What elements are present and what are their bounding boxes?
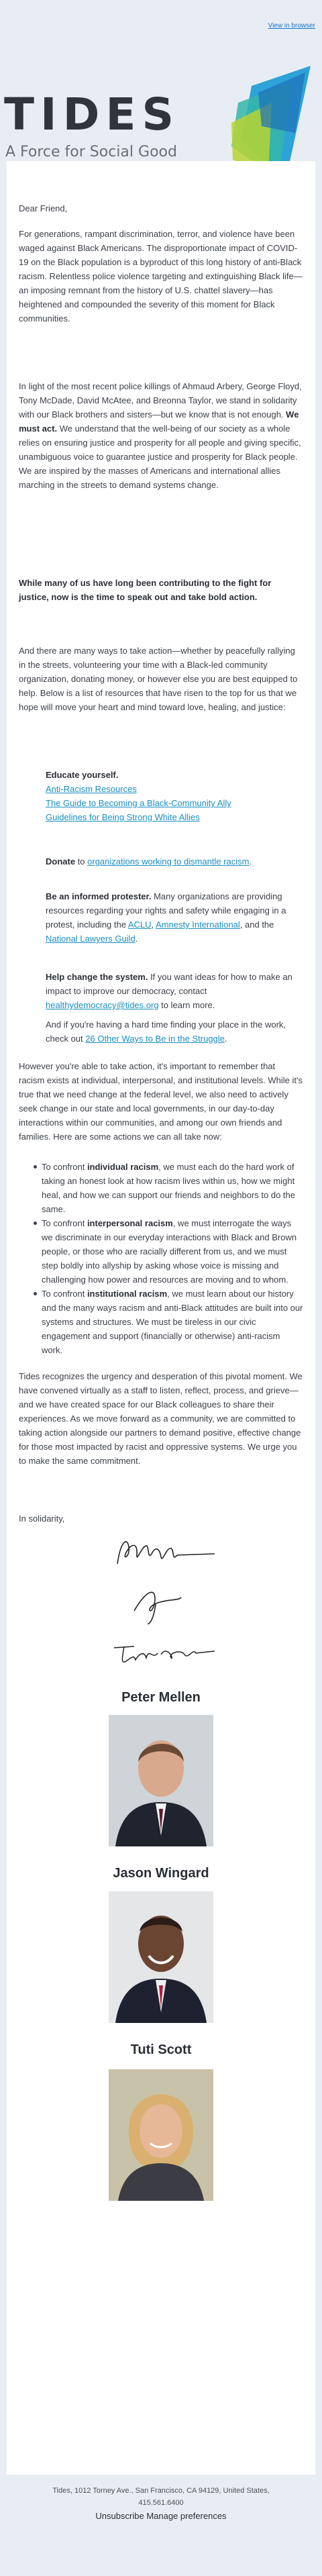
signer-photo-peter-mellen [109,1715,213,1846]
list-item: To confront interpersonal racism, we must interrogate the ways we discriminate in our everyday interactions with Black and Brown people, or those who are racially different from us, and we must step boldly into allyship by asking whose voice is missing and challenging how power and resources are moving and to whom. [34,1216,303,1287]
letter-card [7,161,315,2475]
help-change-section: Help change the system. If you want ideas for how to make an impact to improve our democracy, contact healthydemocracy@tides.org to learn more. [46,972,292,1010]
lawyers-guild-link[interactable]: National Lawyers Guild [46,934,136,944]
donate-section: Donate to organizations working to dismantle racism. [46,856,252,866]
footer [0,2483,322,2522]
amnesty-link[interactable]: Amnesty International [156,920,240,930]
aclu-link[interactable]: ACLU [127,920,152,930]
white-allies-guidelines-link[interactable]: Guidelines for Being Strong White Allies [46,812,200,822]
paragraph-tides-commitment: Tides recognizes the urgency and desperation of this pivotal moment. We have convened virtually as a staff to listen, reflect, process, and grieve—and we have created space for our Black colleagues to share their experiences. As we move forward as a community, we are committed to taking action alongside our partners to demand positive, effective change for those most impacted by racist and oppressive systems. We urge you to make the same commitment. [19,1371,303,1466]
hard-time-section: And if you're having a hard time finding your place in the work, check out 26 Other Ways to Be in the Struggle. [46,1020,286,1044]
footer-phone: 415.561.6400 [138,2499,184,2507]
other-ways-link[interactable]: 26 Other Ways to Be in the Struggle [85,1034,225,1044]
educate-title: Educate yourself. [46,770,119,780]
footer-address: Tides, 1012 Torney Ave., San Francisco, CA 94129, United States, [52,2487,270,2495]
paragraph-generations: For generations, rampant discrimination, terror, and violence have been waged against Black Americans. The disproportionate impact of COVID-19 on the Black population is a byproduct of this long history of anti-Black racism. Relentless police violence targeting and extinguishing Black life—an imposing remnant from the history of U.S. chattel slavery—has heightened and compounded the severity of this moment for Black communities. [19,229,303,324]
signature-peter-mellen-icon [107,1534,221,1574]
top-bar [0,0,322,30]
paragraph-however: However you're able to take action, it's important to remember that racism exists at individual, interpersonal, and institutional levels. While it's true that we need change at the federal level, we also need to actively seek change in our state and local governments, in our day-to-day interactions within our communities, and among our own friends and families. Here are some actions we can all take now: [19,1061,303,1142]
unsubscribe-link[interactable]: Unsubscribe [95,2511,144,2521]
donate-organizations-link[interactable]: organizations working to dismantle racism [87,856,250,866]
healthy-democracy-email-link[interactable]: healthydemocracy@tides.org [46,1000,159,1010]
signer-photo-tuti-scott [109,2069,213,2201]
signer-name: Jason Wingard [113,1866,209,1881]
actions-list [34,1160,303,1357]
brand-header [0,26,322,160]
tagline: A Force for Social Good [5,144,177,160]
signer-photo-jason-wingard [109,1891,213,2023]
protester-section: Be an informed protester. Many organizations are providing resources regarding your rights and safety while engaging in a protest, including the ACLU, Amnesty International, and the National Lawyers Guild. [46,891,286,944]
signature-jason-wingard-icon [107,1584,221,1624]
closing: In solidarity, [19,1514,65,1524]
black-community-ally-guide-link[interactable]: The Guide to Becoming a Black-Community Ally [46,798,231,808]
tides-wordmark: TIDES [4,89,180,140]
educate-section [46,768,303,824]
paragraph-bold-action: While many of us have long been contributing to the fight for justice, now is the time to speak out and take bold action. [19,578,272,602]
footer-links [0,2510,322,2522]
signature-tuti-scott-icon [107,1634,221,1675]
view-in-browser-link[interactable]: View in browser [268,22,315,30]
paragraph-police-killings: In light of the most recent police killings of Ahmaud Arbery, George Floyd, Tony McDade, David McAtee, and Breonna Taylor, we stand in solidarity with our Black brothers and sisters—but we know that is not enough. We must act. We understand that the well-being of our society as a whole relies on ensuring justice and prosperity for all people and giving specific, unambiguous voice to guarantee justice and prosperity for Black people. We are inspired by the masses of Americans and international allies marching in the streets to demand systems change. [19,381,302,490]
greeting: Dear Friend, [19,203,68,213]
signer-name: Tuti Scott [130,2042,192,2057]
manage-preferences-link[interactable]: Manage preferences [146,2511,227,2521]
paragraph-ways-to-act: And there are many ways to take action—whether by peacefully rallying in the streets, volunteering your time with a Black-led community organization, donating money, or however else you are best equipped to help. Below is a list of resources that have risen to the top for us that we hope will move your heart and mind toward love, healing, and justice: [19,646,298,712]
list-item: To confront institutional racism, we must learn about our history and the many ways racism and anti-Black attitudes are built into our systems and structures. We must be tireless in our civic engagement and support (financially or otherwise) anti-racism work. [34,1287,303,1357]
list-item: To confront individual racism, we must each do the hard work of taking an honest look at how racism lives within us, how we might heal, and how we can support our friends and neighbors to do the same. [34,1160,303,1216]
anti-racism-resources-link[interactable]: Anti-Racism Resources [46,784,137,794]
signer-name: Peter Mellen [121,1690,201,1705]
